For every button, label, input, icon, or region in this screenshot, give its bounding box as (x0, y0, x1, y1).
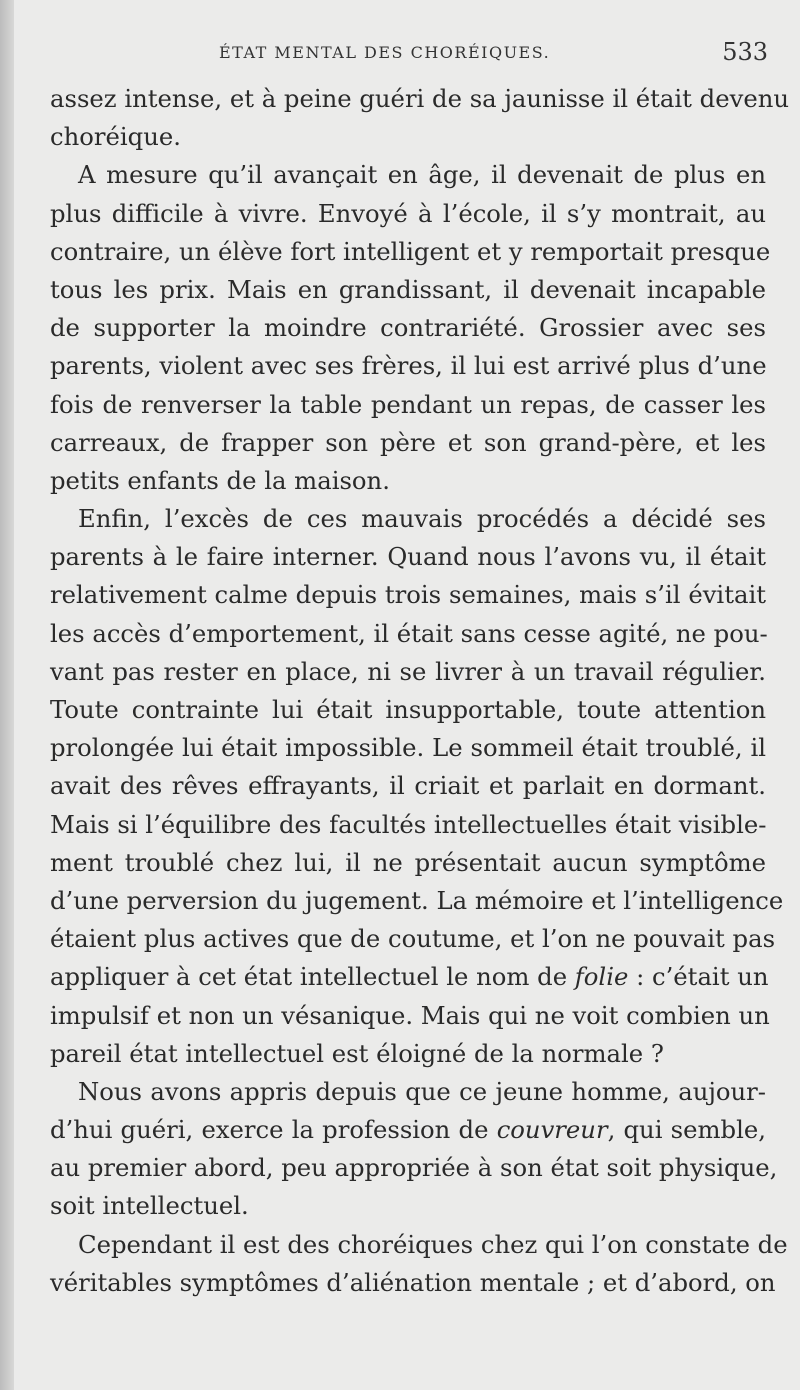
text-line: tous les prix. Mais en grandissant, il devenait incapable (50, 274, 766, 304)
text-line: petits enfants de la maison. (50, 465, 390, 495)
text-line: parents, violent avec ses frères, il lui est arrivé plus d’une (50, 351, 767, 381)
running-head: ÉTAT MENTAL DES CHORÉIQUES. (219, 43, 551, 62)
text-line: avait des rêves effrayants, il criait et parlait en dormant. (50, 771, 766, 801)
text-line: prolongée lui était impossible. Le sommeil était troublé, il (50, 733, 766, 763)
page-number: 533 (722, 38, 768, 66)
text-line: Nous avons appris depuis que ce jeune homme, aujour- (78, 1076, 766, 1106)
text-line: pareil état intellectuel est éloigné de la normale ? (50, 1038, 664, 1068)
body-text (50, 80, 789, 1302)
page-header (14, 38, 800, 68)
text-line: relativement calme depuis trois semaines, mais s’il évitait (50, 580, 766, 610)
text-line: d’une perversion du jugement. La mémoire et l’intelligence (50, 885, 784, 915)
text-line: fois de renverser la table pendant un repas, de casser les (50, 389, 766, 419)
text-line: appliquer à cet état intellectuel le nom de folie : c’était un (50, 962, 769, 992)
italic-word: couvreur (496, 1115, 608, 1145)
text-line: A mesure qu’il avançait en âge, il devenait de plus en (78, 160, 766, 190)
text-line: vant pas rester en place, ni se livrer à un travail régulier. (50, 656, 766, 686)
book-page (14, 0, 800, 1390)
text-line: contraire, un élève fort intelligent et y remportait presque (50, 236, 771, 266)
text-line: les accès d’emportement, il était sans cesse agité, ne pou- (50, 618, 768, 648)
text-line: véritables symptômes d’aliénation mentale ; et d’abord, on (50, 1267, 776, 1297)
text-line: soit intellectuel. (50, 1191, 249, 1221)
text-line: Toute contrainte lui était insupportable, toute attention (50, 695, 766, 724)
text-line: plus difficile à vivre. Envoyé à l’école, il s’y montrait, au (50, 198, 766, 228)
text-line: parents à le faire interner. Quand nous l’avons vu, il était (50, 542, 766, 572)
text-line: au premier abord, peu appropriée à son état soit physique, (50, 1153, 778, 1183)
text-line: assez intense, et à peine guéri de sa jaunisse il était devenu (50, 84, 789, 113)
text-line: de supporter la moindre contrariété. Grossier avec ses (50, 313, 766, 343)
text-line: d’hui guéri, exerce la profession de couvreur, qui semble, (50, 1115, 766, 1145)
text-line: ment troublé chez lui, il ne présentait aucun symptôme (50, 847, 766, 877)
text-line: choréique. (50, 122, 181, 152)
text-line: impulsif et non un vésanique. Mais qui ne voit combien un (50, 1000, 770, 1030)
text-line: carreaux, de frapper son père et son grand-père, et les (50, 427, 766, 457)
text-line: étaient plus actives que de coutume, et l’on ne pouvait pas (50, 924, 776, 954)
text-line: Mais si l’équilibre des facultés intellectuelles était visible- (50, 809, 767, 839)
italic-word: folie (574, 962, 629, 992)
text-line: Enfin, l’excès de ces mauvais procédés a décidé ses (78, 504, 766, 534)
text-line: Cependant il est des choréiques chez qui l’on constate de (78, 1229, 788, 1259)
page-edge-shadow (0, 0, 14, 1390)
